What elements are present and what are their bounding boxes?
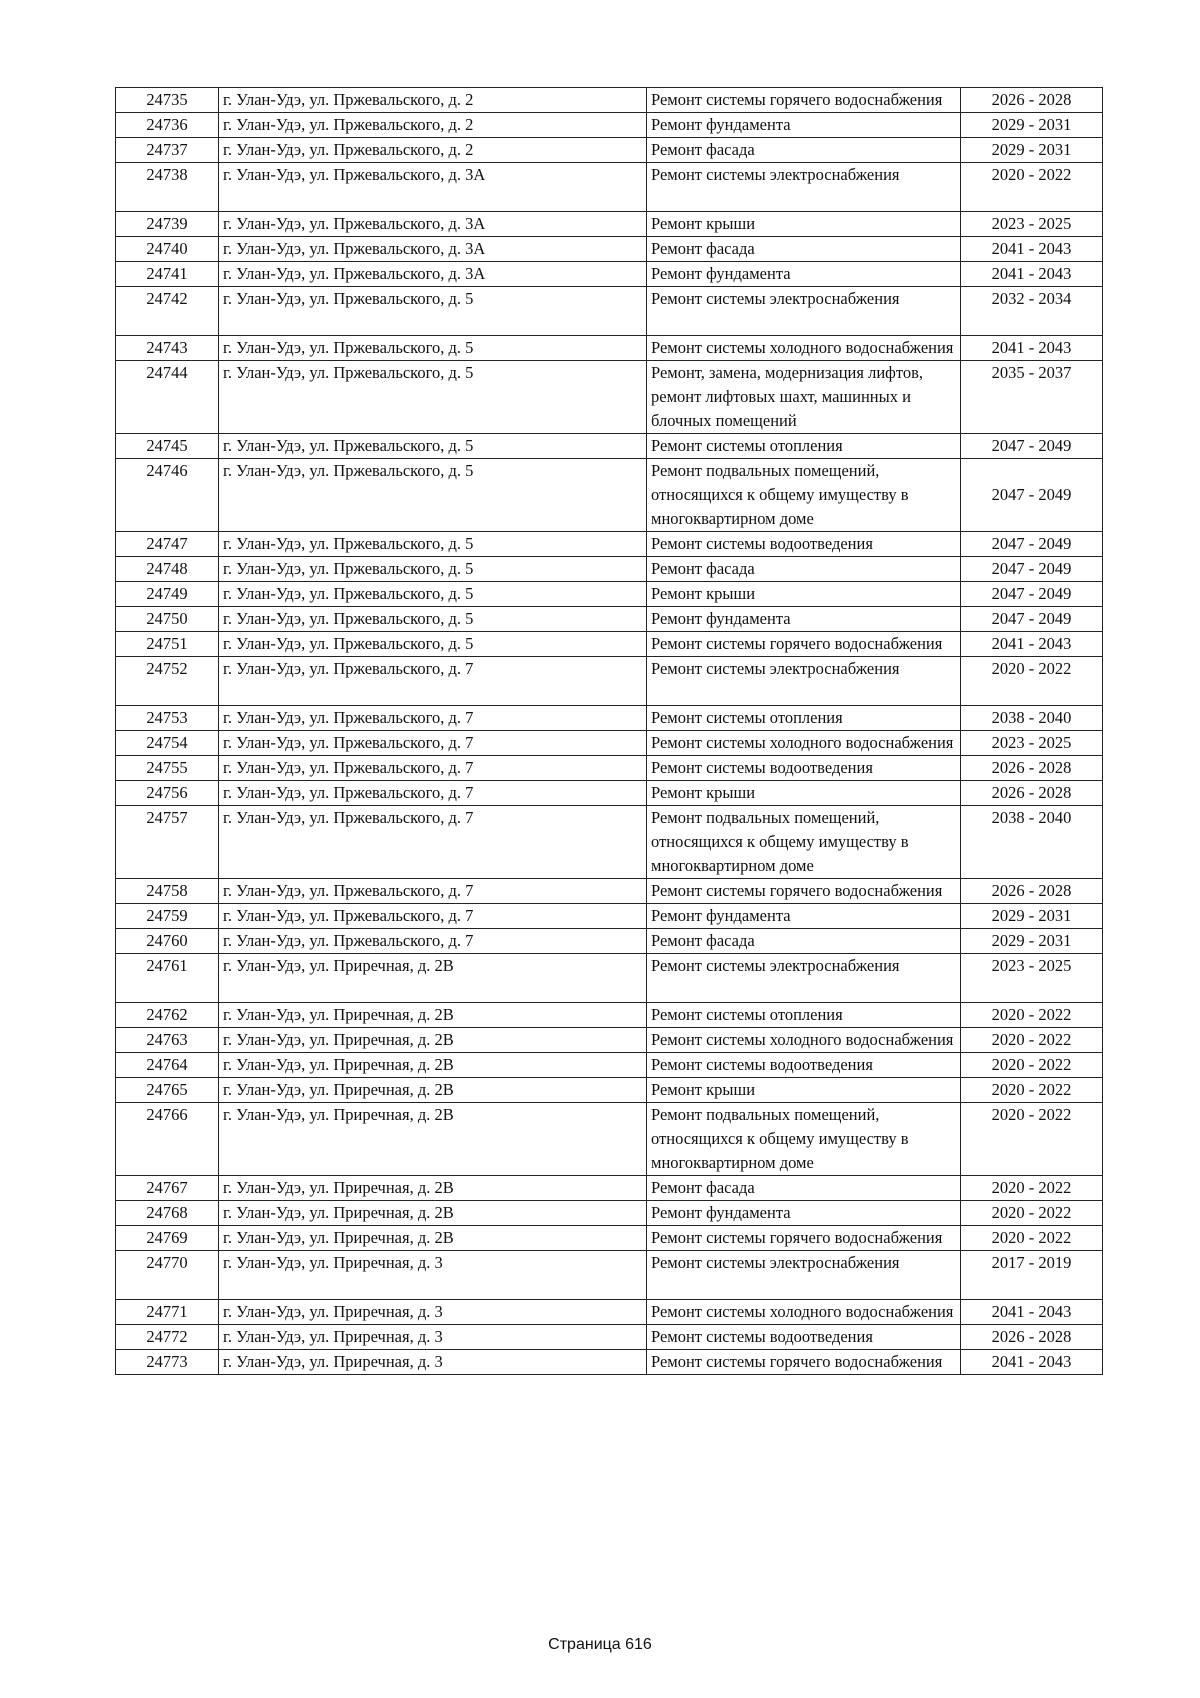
row-number-cell: 24738 <box>116 163 219 212</box>
row-number-cell: 24771 <box>116 1300 219 1325</box>
row-number-cell: 24755 <box>116 756 219 781</box>
work-type-cell: Ремонт фасада <box>647 138 961 163</box>
table-row <box>116 434 1103 459</box>
row-number-cell: 24765 <box>116 1078 219 1103</box>
table-row <box>116 1003 1103 1028</box>
row-number-cell: 24764 <box>116 1053 219 1078</box>
work-type-cell: Ремонт системы водоотведения <box>647 1325 961 1350</box>
table-row <box>116 954 1103 1003</box>
period-cell: 2020 - 2022 <box>961 1003 1103 1028</box>
work-type-cell: Ремонт системы горячего водоснабжения <box>647 88 961 113</box>
table-row <box>116 607 1103 632</box>
address-cell: г. Улан-Удэ, ул. Приречная, д. 3 <box>219 1325 647 1350</box>
row-number-cell: 24740 <box>116 237 219 262</box>
work-type-cell: Ремонт фасада <box>647 237 961 262</box>
address-cell: г. Улан-Удэ, ул. Приречная, д. 2В <box>219 1226 647 1251</box>
row-number-cell: 24753 <box>116 706 219 731</box>
table-row <box>116 806 1103 879</box>
period-cell: 2020 - 2022 <box>961 163 1103 212</box>
period-cell: 2041 - 2043 <box>961 336 1103 361</box>
row-number-cell: 24749 <box>116 582 219 607</box>
table-row <box>116 1176 1103 1201</box>
address-cell: г. Улан-Удэ, ул. Приречная, д. 3 <box>219 1350 647 1375</box>
work-type-cell: Ремонт крыши <box>647 1078 961 1103</box>
period-cell: 2047 - 2049 <box>961 434 1103 459</box>
table-row <box>116 1251 1103 1300</box>
table-row <box>116 1350 1103 1375</box>
row-number-cell: 24767 <box>116 1176 219 1201</box>
work-type-cell: Ремонт системы горячего водоснабжения <box>647 632 961 657</box>
work-type-cell: Ремонт системы электроснабжения <box>647 657 961 706</box>
row-number-cell: 24737 <box>116 138 219 163</box>
row-number-cell: 24769 <box>116 1226 219 1251</box>
table-row <box>116 756 1103 781</box>
address-cell: г. Улан-Удэ, ул. Приречная, д. 2В <box>219 1176 647 1201</box>
period-cell: 2020 - 2022 <box>961 1226 1103 1251</box>
table-row <box>116 1053 1103 1078</box>
period-cell: 2041 - 2043 <box>961 632 1103 657</box>
address-cell: г. Улан-Удэ, ул. Пржевальского, д. 5 <box>219 632 647 657</box>
address-cell: г. Улан-Удэ, ул. Пржевальского, д. 3А <box>219 163 647 212</box>
address-cell: г. Улан-Удэ, ул. Пржевальского, д. 7 <box>219 657 647 706</box>
address-cell: г. Улан-Удэ, ул. Приречная, д. 2В <box>219 954 647 1003</box>
work-type-cell: Ремонт крыши <box>647 781 961 806</box>
period-cell: 2038 - 2040 <box>961 706 1103 731</box>
period-cell: 2023 - 2025 <box>961 731 1103 756</box>
period-cell: 2041 - 2043 <box>961 1300 1103 1325</box>
address-cell: г. Улан-Удэ, ул. Приречная, д. 3 <box>219 1300 647 1325</box>
table-row <box>116 1300 1103 1325</box>
period-cell: 2020 - 2022 <box>961 1103 1103 1176</box>
period-cell: 2041 - 2043 <box>961 237 1103 262</box>
address-cell: г. Улан-Удэ, ул. Пржевальского, д. 7 <box>219 904 647 929</box>
table-row <box>116 138 1103 163</box>
row-number-cell: 24770 <box>116 1251 219 1300</box>
table-row <box>116 557 1103 582</box>
period-cell: 2026 - 2028 <box>961 879 1103 904</box>
row-number-cell: 24766 <box>116 1103 219 1176</box>
period-cell: 2026 - 2028 <box>961 781 1103 806</box>
address-cell: г. Улан-Удэ, ул. Пржевальского, д. 5 <box>219 361 647 434</box>
address-cell: г. Улан-Удэ, ул. Пржевальского, д. 5 <box>219 532 647 557</box>
address-cell: г. Улан-Удэ, ул. Пржевальского, д. 7 <box>219 879 647 904</box>
address-cell: г. Улан-Удэ, ул. Приречная, д. 2В <box>219 1103 647 1176</box>
work-type-cell: Ремонт системы горячего водоснабжения <box>647 879 961 904</box>
table-row <box>116 163 1103 212</box>
table-row <box>116 879 1103 904</box>
period-cell: 2038 - 2040 <box>961 806 1103 879</box>
table-row <box>116 212 1103 237</box>
work-type-cell: Ремонт подвальных помещений, относящихся к общему имуществу в многоквартирном доме <box>647 1103 961 1176</box>
address-cell: г. Улан-Удэ, ул. Приречная, д. 2В <box>219 1053 647 1078</box>
row-number-cell: 24751 <box>116 632 219 657</box>
work-type-cell: Ремонт системы холодного водоснабжения <box>647 1300 961 1325</box>
address-cell: г. Улан-Удэ, ул. Пржевальского, д. 5 <box>219 434 647 459</box>
period-cell: 2047 - 2049 <box>961 532 1103 557</box>
row-number-cell: 24744 <box>116 361 219 434</box>
row-number-cell: 24742 <box>116 287 219 336</box>
work-type-cell: Ремонт системы отопления <box>647 1003 961 1028</box>
row-number-cell: 24741 <box>116 262 219 287</box>
row-number-cell: 24773 <box>116 1350 219 1375</box>
period-cell: 2029 - 2031 <box>961 138 1103 163</box>
work-type-cell: Ремонт подвальных помещений, относящихся к общему имуществу в многоквартирном доме <box>647 459 961 532</box>
row-number-cell: 24763 <box>116 1028 219 1053</box>
work-type-cell: Ремонт системы водоотведения <box>647 532 961 557</box>
table-row <box>116 88 1103 113</box>
period-cell: 2035 - 2037 <box>961 361 1103 434</box>
row-number-cell: 24745 <box>116 434 219 459</box>
work-schedule-table <box>115 87 1103 1375</box>
address-cell: г. Улан-Удэ, ул. Пржевальского, д. 7 <box>219 731 647 756</box>
row-number-cell: 24739 <box>116 212 219 237</box>
period-cell: 2047 - 2049 <box>961 459 1103 532</box>
period-cell: 2047 - 2049 <box>961 582 1103 607</box>
address-cell: г. Улан-Удэ, ул. Пржевальского, д. 3А <box>219 212 647 237</box>
period-cell: 2020 - 2022 <box>961 657 1103 706</box>
period-cell: 2041 - 2043 <box>961 262 1103 287</box>
row-number-cell: 24768 <box>116 1201 219 1226</box>
work-type-cell: Ремонт фундамента <box>647 904 961 929</box>
address-cell: г. Улан-Удэ, ул. Пржевальского, д. 7 <box>219 929 647 954</box>
address-cell: г. Улан-Удэ, ул. Приречная, д. 2В <box>219 1078 647 1103</box>
period-cell: 2023 - 2025 <box>961 954 1103 1003</box>
address-cell: г. Улан-Удэ, ул. Пржевальского, д. 7 <box>219 806 647 879</box>
table-row <box>116 632 1103 657</box>
work-type-cell: Ремонт системы электроснабжения <box>647 1251 961 1300</box>
table-row <box>116 336 1103 361</box>
work-type-cell: Ремонт фасада <box>647 1176 961 1201</box>
work-type-cell: Ремонт системы электроснабжения <box>647 287 961 336</box>
row-number-cell: 24756 <box>116 781 219 806</box>
address-cell: г. Улан-Удэ, ул. Пржевальского, д. 5 <box>219 287 647 336</box>
table-row <box>116 262 1103 287</box>
row-number-cell: 24762 <box>116 1003 219 1028</box>
row-number-cell: 24735 <box>116 88 219 113</box>
work-type-cell: Ремонт фасада <box>647 557 961 582</box>
period-cell: 2026 - 2028 <box>961 88 1103 113</box>
address-cell: г. Улан-Удэ, ул. Пржевальского, д. 5 <box>219 607 647 632</box>
period-cell: 2029 - 2031 <box>961 113 1103 138</box>
row-number-cell: 24747 <box>116 532 219 557</box>
work-type-cell: Ремонт системы холодного водоснабжения <box>647 731 961 756</box>
period-cell: 2047 - 2049 <box>961 607 1103 632</box>
table-row <box>116 781 1103 806</box>
address-cell: г. Улан-Удэ, ул. Приречная, д. 2В <box>219 1028 647 1053</box>
page-footer <box>0 1636 1200 1654</box>
table-row <box>116 706 1103 731</box>
address-cell: г. Улан-Удэ, ул. Пржевальского, д. 7 <box>219 756 647 781</box>
period-cell: 2023 - 2025 <box>961 212 1103 237</box>
row-number-cell: 24750 <box>116 607 219 632</box>
work-type-cell: Ремонт системы водоотведения <box>647 1053 961 1078</box>
address-cell: г. Улан-Удэ, ул. Пржевальского, д. 2 <box>219 113 647 138</box>
table-row <box>116 904 1103 929</box>
work-type-cell: Ремонт системы электроснабжения <box>647 163 961 212</box>
page-number: Страница 616 <box>548 1636 652 1653</box>
work-type-cell: Ремонт системы отопления <box>647 434 961 459</box>
work-type-cell: Ремонт системы горячего водоснабжения <box>647 1226 961 1251</box>
work-type-cell: Ремонт системы холодного водоснабжения <box>647 336 961 361</box>
address-cell: г. Улан-Удэ, ул. Пржевальского, д. 5 <box>219 582 647 607</box>
table-row <box>116 532 1103 557</box>
table-row <box>116 459 1103 532</box>
table-row <box>116 1078 1103 1103</box>
period-cell: 2020 - 2022 <box>961 1078 1103 1103</box>
table-row <box>116 287 1103 336</box>
table-row <box>116 929 1103 954</box>
row-number-cell: 24736 <box>116 113 219 138</box>
work-type-cell: Ремонт крыши <box>647 212 961 237</box>
work-type-cell: Ремонт системы электроснабжения <box>647 954 961 1003</box>
period-cell: 2020 - 2022 <box>961 1028 1103 1053</box>
work-type-cell: Ремонт системы горячего водоснабжения <box>647 1350 961 1375</box>
table-row <box>116 1201 1103 1226</box>
address-cell: г. Улан-Удэ, ул. Приречная, д. 3 <box>219 1251 647 1300</box>
table-row <box>116 731 1103 756</box>
address-cell: г. Улан-Удэ, ул. Пржевальского, д. 7 <box>219 781 647 806</box>
table-body <box>116 88 1103 1375</box>
address-cell: г. Улан-Удэ, ул. Пржевальского, д. 7 <box>219 706 647 731</box>
address-cell: г. Улан-Удэ, ул. Пржевальского, д. 3А <box>219 262 647 287</box>
table-row <box>116 113 1103 138</box>
table-row <box>116 1028 1103 1053</box>
work-type-cell: Ремонт фундамента <box>647 1201 961 1226</box>
table-row <box>116 237 1103 262</box>
period-cell: 2020 - 2022 <box>961 1201 1103 1226</box>
work-type-cell: Ремонт крыши <box>647 582 961 607</box>
period-cell: 2017 - 2019 <box>961 1251 1103 1300</box>
row-number-cell: 24761 <box>116 954 219 1003</box>
address-cell: г. Улан-Удэ, ул. Приречная, д. 2В <box>219 1003 647 1028</box>
table-row <box>116 1103 1103 1176</box>
work-type-cell: Ремонт фундамента <box>647 113 961 138</box>
table-row <box>116 1325 1103 1350</box>
row-number-cell: 24758 <box>116 879 219 904</box>
row-number-cell: 24743 <box>116 336 219 361</box>
work-type-cell: Ремонт фасада <box>647 929 961 954</box>
period-cell: 2032 - 2034 <box>961 287 1103 336</box>
period-cell: 2029 - 2031 <box>961 904 1103 929</box>
period-cell: 2047 - 2049 <box>961 557 1103 582</box>
work-type-cell: Ремонт, замена, модернизация лифтов, ремонт лифтовых шахт, машинных и блочных помещений <box>647 361 961 434</box>
row-number-cell: 24760 <box>116 929 219 954</box>
table-row <box>116 1226 1103 1251</box>
period-cell: 2041 - 2043 <box>961 1350 1103 1375</box>
address-cell: г. Улан-Удэ, ул. Пржевальского, д. 2 <box>219 88 647 113</box>
row-number-cell: 24772 <box>116 1325 219 1350</box>
row-number-cell: 24759 <box>116 904 219 929</box>
row-number-cell: 24757 <box>116 806 219 879</box>
address-cell: г. Улан-Удэ, ул. Пржевальского, д. 2 <box>219 138 647 163</box>
work-type-cell: Ремонт системы отопления <box>647 706 961 731</box>
table-row <box>116 657 1103 706</box>
address-cell: г. Улан-Удэ, ул. Пржевальского, д. 5 <box>219 459 647 532</box>
row-number-cell: 24754 <box>116 731 219 756</box>
work-type-cell: Ремонт системы холодного водоснабжения <box>647 1028 961 1053</box>
table-row <box>116 361 1103 434</box>
work-type-cell: Ремонт подвальных помещений, относящихся к общему имуществу в многоквартирном доме <box>647 806 961 879</box>
table-row <box>116 582 1103 607</box>
period-cell: 2020 - 2022 <box>961 1176 1103 1201</box>
work-type-cell: Ремонт фундамента <box>647 262 961 287</box>
address-cell: г. Улан-Удэ, ул. Пржевальского, д. 5 <box>219 336 647 361</box>
work-type-cell: Ремонт фундамента <box>647 607 961 632</box>
address-cell: г. Улан-Удэ, ул. Приречная, д. 2В <box>219 1201 647 1226</box>
address-cell: г. Улан-Удэ, ул. Пржевальского, д. 3А <box>219 237 647 262</box>
period-cell: 2020 - 2022 <box>961 1053 1103 1078</box>
period-cell: 2026 - 2028 <box>961 1325 1103 1350</box>
work-type-cell: Ремонт системы водоотведения <box>647 756 961 781</box>
address-cell: г. Улан-Удэ, ул. Пржевальского, д. 5 <box>219 557 647 582</box>
row-number-cell: 24748 <box>116 557 219 582</box>
row-number-cell: 24746 <box>116 459 219 532</box>
period-cell: 2029 - 2031 <box>961 929 1103 954</box>
row-number-cell: 24752 <box>116 657 219 706</box>
period-cell: 2026 - 2028 <box>961 756 1103 781</box>
